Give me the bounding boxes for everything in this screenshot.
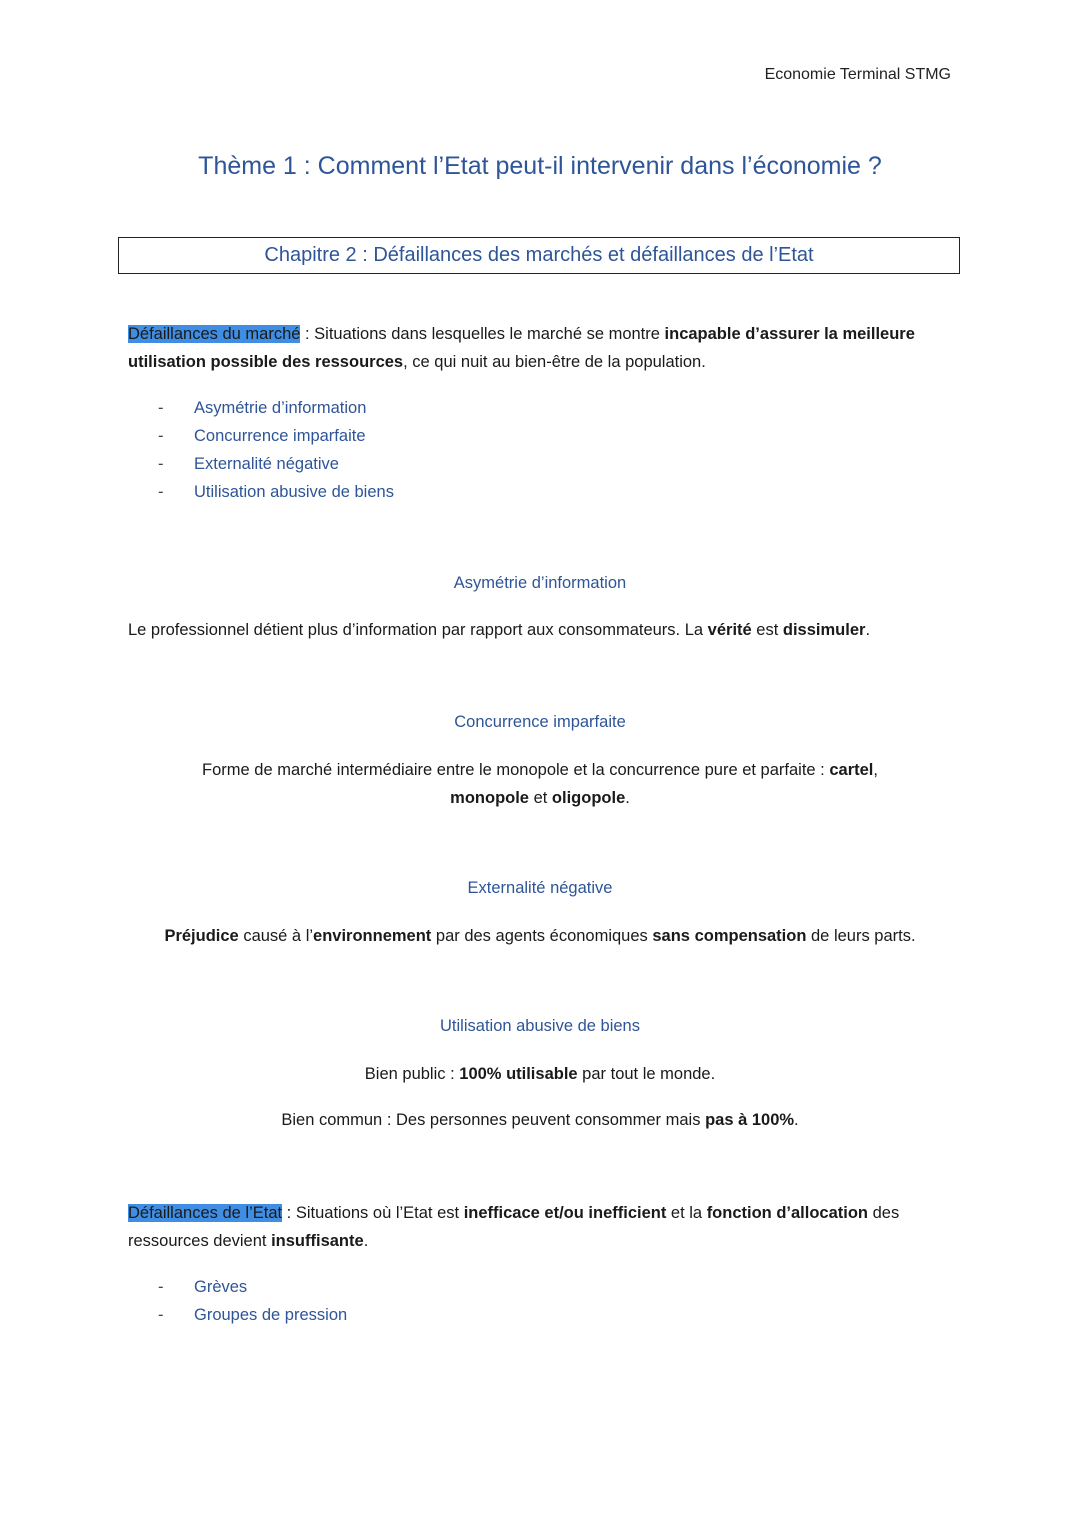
state-failures-definition: Défaillances de l’Etat : Situations où l’Etat est inefficace et/ou inefficient et la fonction d’allocation des ressources devient insuffisante. [128, 1204, 900, 1250]
market-failures-definition [128, 320, 958, 376]
competition-text: Forme de marché intermédiaire entre le monopole et la concurrence pure et parfaite : cartel, monopole et oligopole. [202, 761, 878, 807]
state-failures-list [158, 1273, 347, 1329]
externality-text: Préjudice causé à l’environnement par des agents économiques sans compensation de leurs parts. [164, 927, 916, 945]
list-item: - Asymétrie d’information [158, 399, 367, 417]
theme-title: Thème 1 : Comment l’Etat peut-il intervenir dans l’économie ? [198, 152, 882, 180]
list-item: - Groupes de pression [158, 1306, 348, 1324]
market-failures-term: Défaillances du marché [128, 325, 301, 343]
definition-bold: incapable d’assurer la meilleure utilisation possible des ressources [128, 325, 915, 371]
section-heading-competition: Concurrence imparfaite [454, 713, 626, 731]
list-item: - Concurrence imparfaite [158, 427, 366, 445]
definition-text: , ce qui nuit au bien-être de la population. [403, 353, 706, 371]
list-item: - Grèves [158, 1278, 248, 1296]
section-heading-asymmetry: Asymétrie d’information [453, 574, 627, 592]
section-heading-externality: Externalité négative [467, 879, 613, 897]
asymmetry-text: Le professionnel détient plus d’information par rapport aux consommateurs. La vérité est dissimuler. [128, 621, 871, 639]
public-good-text: Bien public : 100% utilisable par tout le monde. [364, 1065, 716, 1083]
course-header: Economie Terminal STMG [764, 66, 951, 83]
chapter-title: Chapitre 2 : Défaillances des marchés et défaillances de l’Etat [264, 244, 814, 266]
list-item: - Utilisation abusive de biens [158, 483, 394, 501]
definition-text: : Situations dans lesquelles le marché se montre [300, 325, 665, 343]
section-heading-abuse: Utilisation abusive de biens [440, 1017, 640, 1035]
common-good-text: Bien commun : Des personnes peuvent consommer mais pas à 100%. [281, 1111, 799, 1129]
chapter-box [118, 237, 960, 274]
list-item: - Externalité négative [158, 455, 339, 473]
state-failures-term: Défaillances de l’Etat [128, 1204, 283, 1222]
market-failures-list [158, 394, 394, 506]
